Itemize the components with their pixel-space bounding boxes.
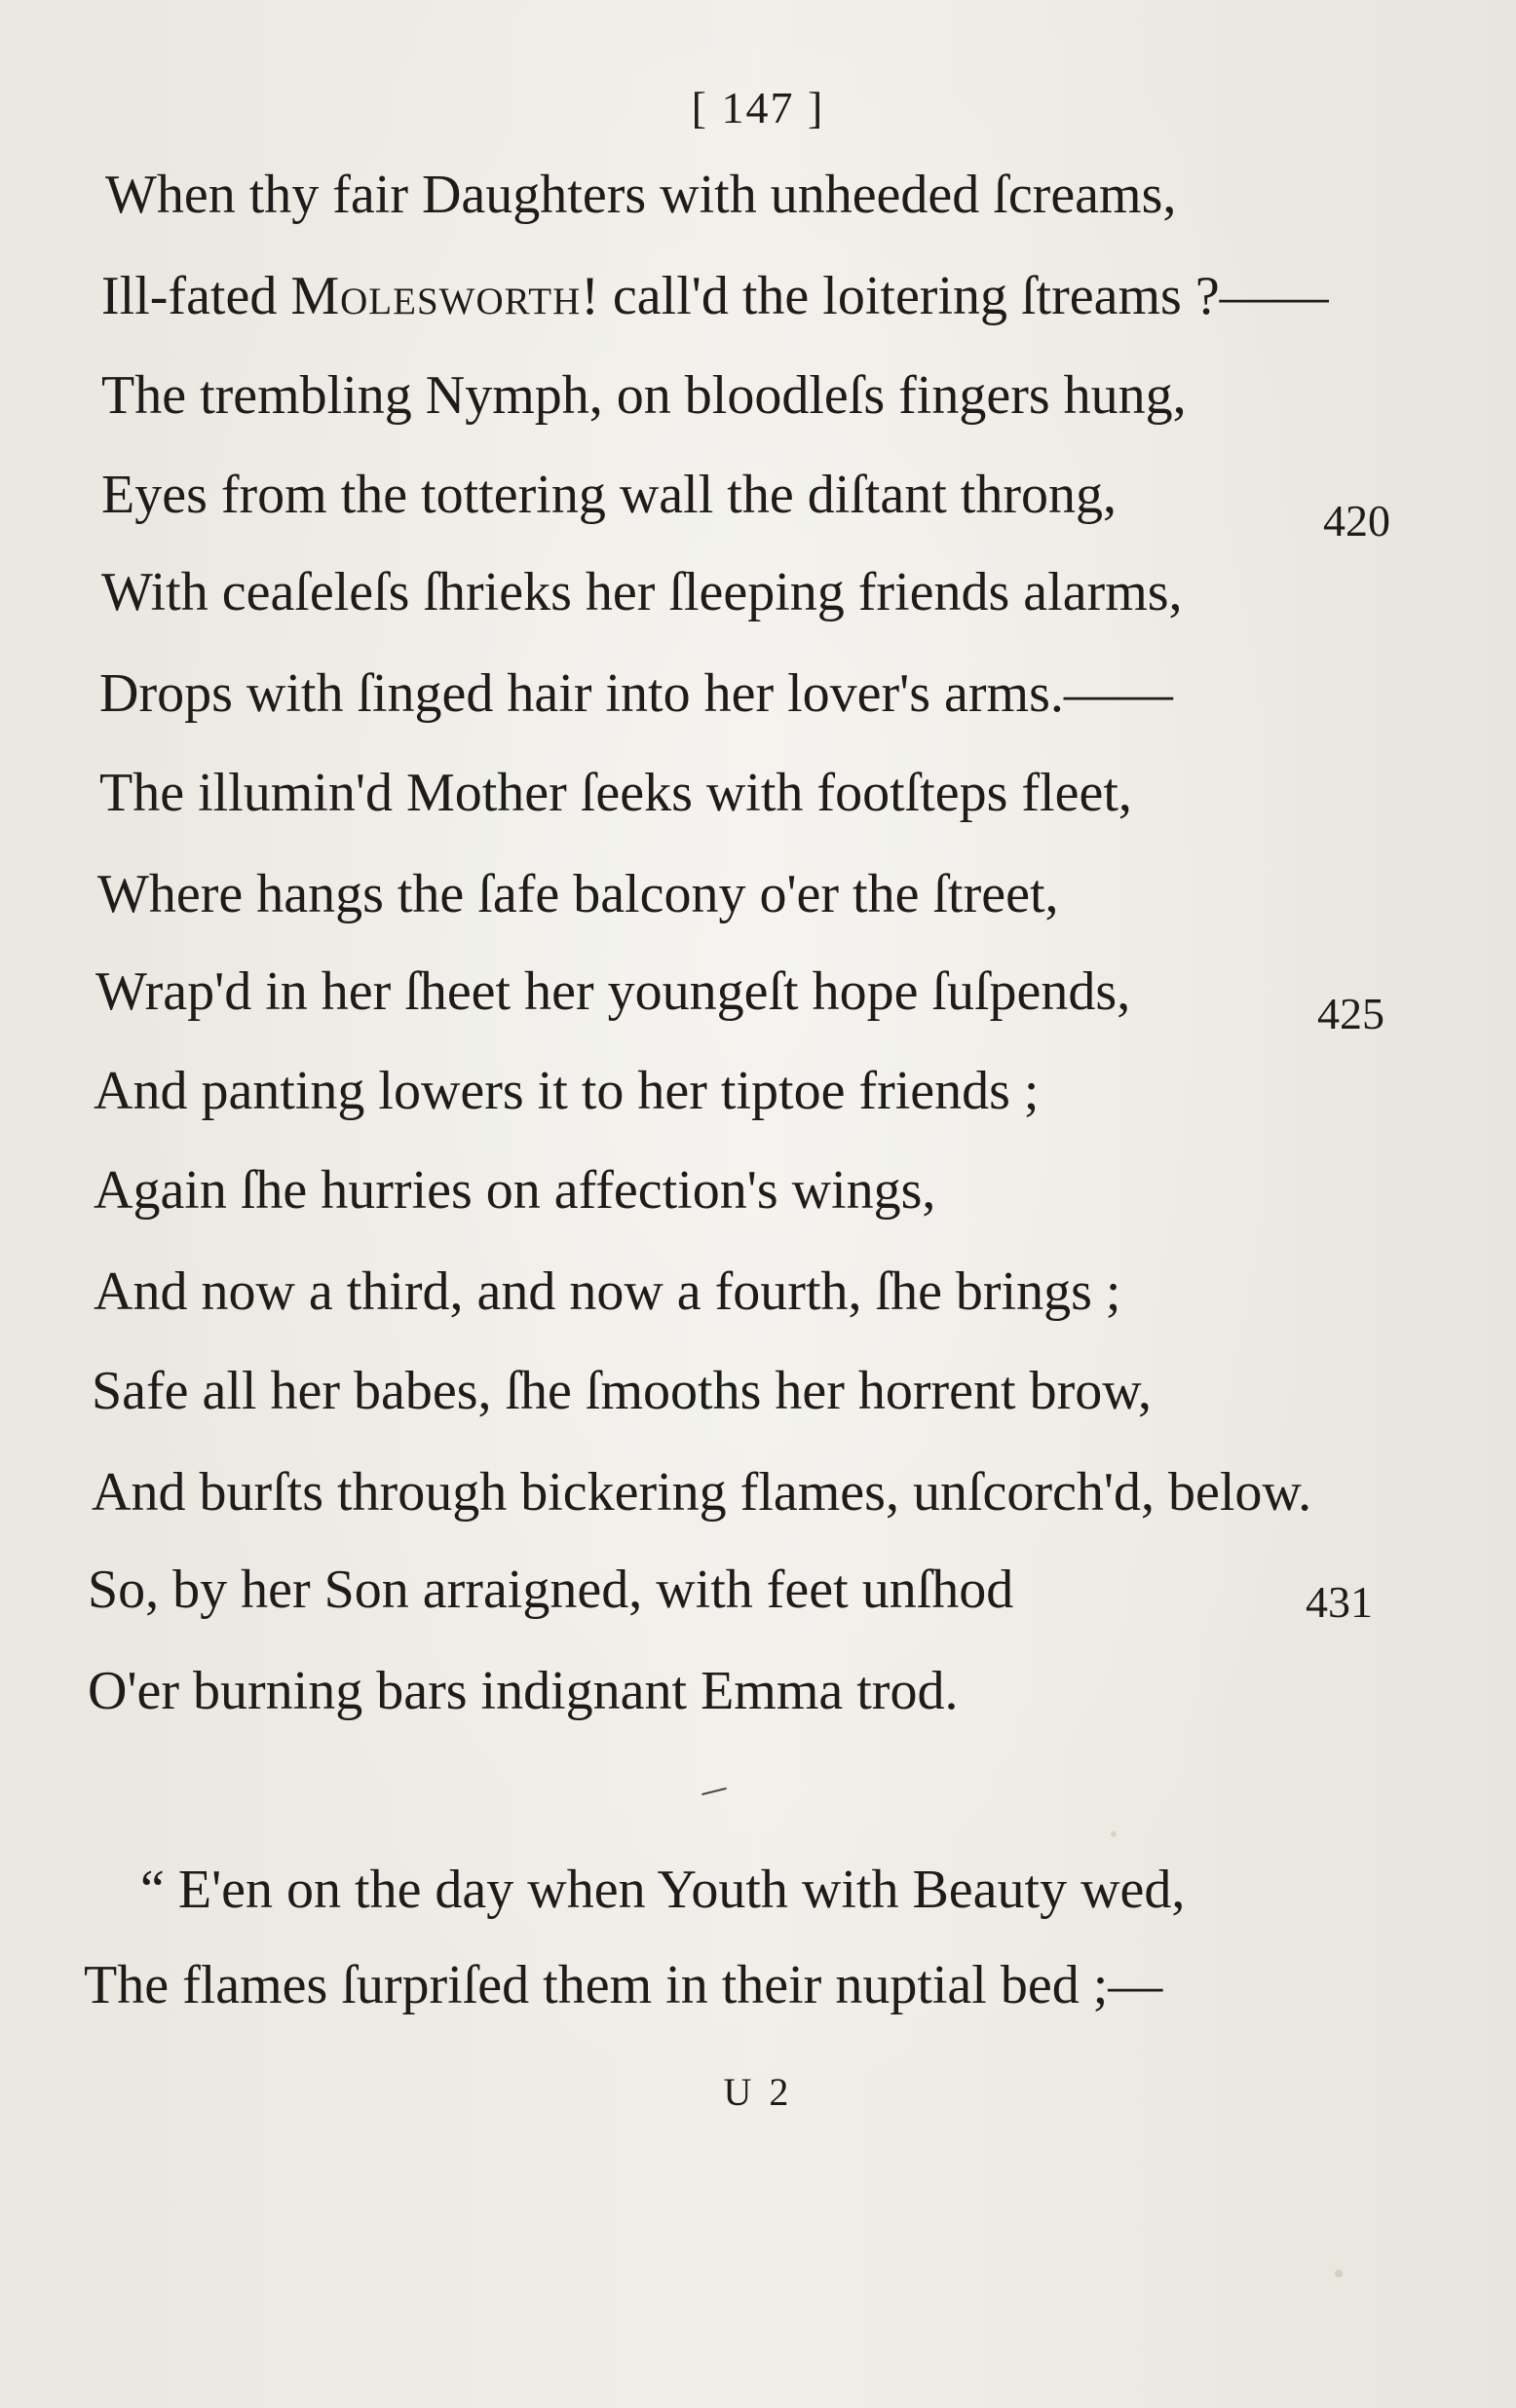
poem-line: And now a third, and now a fourth, ſhe brings ; bbox=[94, 1261, 1121, 1322]
poem-line: Eyes from the tottering wall the diſtant throng, bbox=[101, 465, 1117, 525]
poem-line: Where hangs the ſafe balcony o'er the ſtreet, bbox=[97, 864, 1059, 924]
signature-mark: U 2 bbox=[723, 2070, 793, 2114]
paper-speck bbox=[1335, 2270, 1343, 2277]
poem-line: Again ſhe hurries on affection's wings, bbox=[94, 1160, 936, 1221]
page-header: [ 147 ] bbox=[691, 83, 825, 132]
poem-line: So, by her Son arraigned, with feet unſhod bbox=[88, 1560, 1014, 1620]
poem-line: Safe all her babes, ſhe ſmooths her horrent brow, bbox=[92, 1361, 1153, 1421]
poem-line: And burſts through bickering flames, unſcorch'd, below. bbox=[92, 1462, 1312, 1523]
poem-line bbox=[101, 266, 1329, 326]
poem-line: And panting lowers it to her tiptoe friends ; bbox=[94, 1061, 1040, 1121]
poem-line: The trembling Nymph, on bloodleſs fingers hung, bbox=[101, 365, 1187, 426]
poem-line: The flames ſurpriſed them in their nuptial bed ;— bbox=[84, 1955, 1163, 2015]
paper-speck bbox=[1111, 1831, 1117, 1837]
poem-line-name: Molesworth bbox=[290, 266, 582, 326]
poem-line: Wrap'd in her ſheet her youngeſt hope ſuſpends, bbox=[95, 961, 1131, 1022]
line-number: 431 bbox=[1306, 1577, 1373, 1627]
poem-line: “ E'en on the day when Youth with Beauty wed, bbox=[140, 1860, 1186, 1920]
poem-line: The illumin'd Mother ſeeks with footſteps fleet, bbox=[99, 763, 1132, 823]
line-number: 420 bbox=[1323, 496, 1390, 546]
poem-line-text: Ill-fated bbox=[101, 266, 291, 326]
poem-line: When thy fair Daughters with unheeded ſcreams, bbox=[105, 165, 1177, 225]
poem-line: O'er burning bars indignant Emma trod. bbox=[88, 1661, 959, 1721]
poem-line: With ceaſeleſs ſhrieks her ſleeping friends alarms, bbox=[101, 562, 1183, 622]
line-number: 425 bbox=[1317, 989, 1384, 1038]
poem-line-text: ! call'd the loitering ſtreams ?—— bbox=[581, 266, 1329, 326]
poem-line: Drops with ſinged hair into her lover's arms.—— bbox=[99, 663, 1173, 724]
section-separator bbox=[701, 1787, 727, 1795]
